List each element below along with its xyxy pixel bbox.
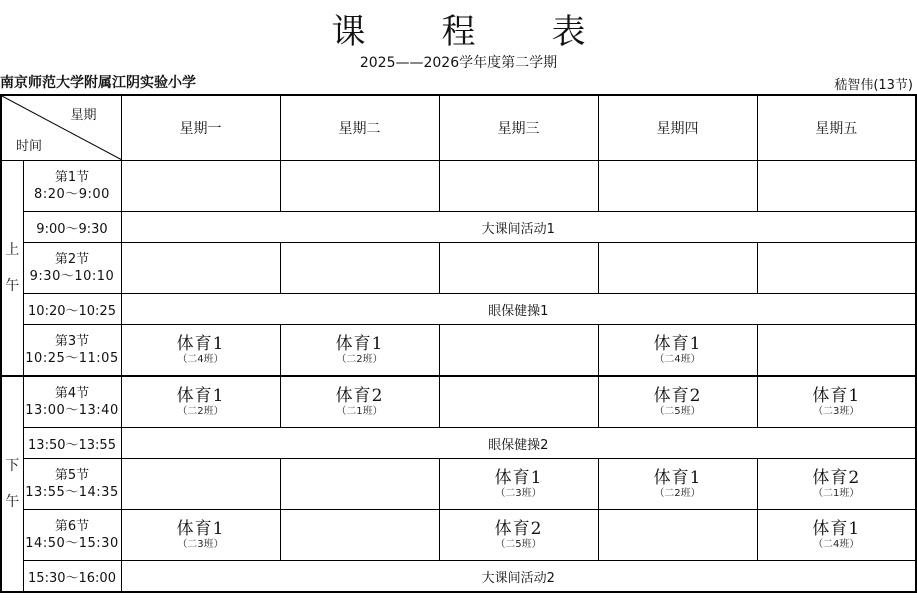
lesson-cell xyxy=(121,459,280,510)
period-name: 第6节 xyxy=(54,519,90,534)
half-day-char: 下 xyxy=(5,458,20,474)
course-name: 体育2 xyxy=(812,468,861,488)
lesson-cell xyxy=(757,459,916,510)
corner-time-label: 时间 xyxy=(16,139,43,154)
lesson-cell xyxy=(598,161,757,212)
lesson-cell xyxy=(598,325,757,377)
course-name: 体育1 xyxy=(812,386,861,406)
class-name: （二3班） xyxy=(495,488,542,499)
time-cell xyxy=(23,459,121,510)
period-row xyxy=(1,161,916,212)
break-row xyxy=(1,428,916,459)
period-time: 14:50～15:30 xyxy=(25,536,119,551)
lesson-cell xyxy=(757,376,916,428)
term-subtitle: 2025——2026学年度第二学期 xyxy=(359,55,558,71)
page-title xyxy=(0,4,917,53)
lesson-cell xyxy=(439,376,598,428)
class-name: （二4班） xyxy=(177,354,224,365)
lesson-cell xyxy=(121,376,280,428)
period-name: 第2节 xyxy=(54,252,90,267)
teacher-name: 嵇智伟(13节) xyxy=(834,78,913,93)
half-day-char: 午 xyxy=(5,278,20,294)
period-time: 13:55～14:35 xyxy=(25,485,119,500)
corner-weekday-label: 星期 xyxy=(70,108,97,123)
lesson-cell xyxy=(439,510,598,561)
course-name: 体育1 xyxy=(335,334,384,354)
period-time: 10:25～11:05 xyxy=(25,351,119,366)
lesson-cell xyxy=(598,376,757,428)
time-cell xyxy=(23,510,121,561)
lesson-cell xyxy=(439,459,598,510)
course-name: 体育2 xyxy=(494,519,543,539)
class-name: （二2班） xyxy=(336,354,383,365)
lesson-cell xyxy=(757,161,916,212)
period-row xyxy=(1,325,916,377)
time-cell xyxy=(23,161,121,212)
class-name: （二4班） xyxy=(654,354,701,365)
lesson-cell xyxy=(439,161,598,212)
morning-label xyxy=(1,161,23,377)
activity-cell: 眼保健操2 xyxy=(121,428,916,459)
period-time: 13:00～13:40 xyxy=(25,403,119,418)
course-name: 体育1 xyxy=(176,334,225,354)
period-name: 第5节 xyxy=(54,468,90,483)
lesson-cell xyxy=(121,243,280,294)
break-time: 13:50～13:55 xyxy=(23,428,121,459)
class-name: （二2班） xyxy=(654,488,701,499)
half-day-char: 上 xyxy=(5,242,20,258)
period-name: 第4节 xyxy=(54,386,90,401)
course-name: 体育2 xyxy=(335,386,384,406)
time-cell xyxy=(23,325,121,377)
lesson-cell xyxy=(280,376,439,428)
lesson-cell xyxy=(598,243,757,294)
day-header: 星期一 xyxy=(121,95,280,161)
class-name: （二3班） xyxy=(177,539,224,550)
class-name: （二1班） xyxy=(813,488,860,499)
period-name: 第1节 xyxy=(54,170,90,185)
corner-cell xyxy=(1,95,121,161)
lesson-cell xyxy=(439,243,598,294)
period-time: 9:30～10:10 xyxy=(29,269,115,284)
lesson-cell xyxy=(598,459,757,510)
period-row xyxy=(1,243,916,294)
day-header: 星期四 xyxy=(598,95,757,161)
title-char: 程 xyxy=(441,12,476,52)
class-name: （二5班） xyxy=(495,539,542,550)
course-name: 体育1 xyxy=(176,519,225,539)
break-row xyxy=(1,561,916,593)
class-name: （二4班） xyxy=(813,539,860,550)
class-name: （二5班） xyxy=(654,406,701,417)
break-row xyxy=(1,212,916,243)
activity-cell: 大课间活动1 xyxy=(121,212,916,243)
break-time: 9:00～9:30 xyxy=(23,212,121,243)
activity-cell: 大课间活动2 xyxy=(121,561,916,593)
lesson-cell xyxy=(757,510,916,561)
lesson-cell xyxy=(280,459,439,510)
activity-cell: 眼保健操1 xyxy=(121,294,916,325)
lesson-cell xyxy=(598,510,757,561)
lesson-cell xyxy=(280,161,439,212)
lesson-cell xyxy=(439,325,598,377)
day-header: 星期三 xyxy=(439,95,598,161)
lesson-cell xyxy=(280,325,439,377)
course-name: 体育2 xyxy=(653,386,702,406)
class-name: （二2班） xyxy=(177,406,224,417)
course-name: 体育1 xyxy=(653,468,702,488)
title-char: 课 xyxy=(331,12,366,52)
lesson-cell xyxy=(757,325,916,377)
lesson-cell xyxy=(121,510,280,561)
day-header: 星期二 xyxy=(280,95,439,161)
header-row xyxy=(1,95,916,161)
time-cell xyxy=(23,243,121,294)
course-name: 体育1 xyxy=(176,386,225,406)
course-name: 体育1 xyxy=(653,334,702,354)
time-cell xyxy=(23,376,121,428)
lesson-cell xyxy=(757,243,916,294)
break-time: 10:20～10:25 xyxy=(23,294,121,325)
course-name: 体育1 xyxy=(812,519,861,539)
class-name: （二3班） xyxy=(813,406,860,417)
period-time: 8:20～9:00 xyxy=(34,187,110,202)
course-name: 体育1 xyxy=(494,468,543,488)
timetable xyxy=(0,94,917,593)
class-name: （二1班） xyxy=(336,406,383,417)
period-row xyxy=(1,459,916,510)
lesson-cell xyxy=(121,161,280,212)
period-name: 第3节 xyxy=(54,334,90,349)
lesson-cell xyxy=(121,325,280,377)
lesson-cell xyxy=(280,510,439,561)
period-row xyxy=(1,376,916,428)
break-time: 15:30～16:00 xyxy=(23,561,121,593)
afternoon-label xyxy=(1,376,23,592)
title-char: 表 xyxy=(551,12,586,52)
period-row xyxy=(1,510,916,561)
break-row xyxy=(1,294,916,325)
school-name: 南京师范大学附属江阴实验小学 xyxy=(0,75,196,91)
day-header: 星期五 xyxy=(757,95,916,161)
lesson-cell xyxy=(280,243,439,294)
half-day-char: 午 xyxy=(5,494,20,510)
